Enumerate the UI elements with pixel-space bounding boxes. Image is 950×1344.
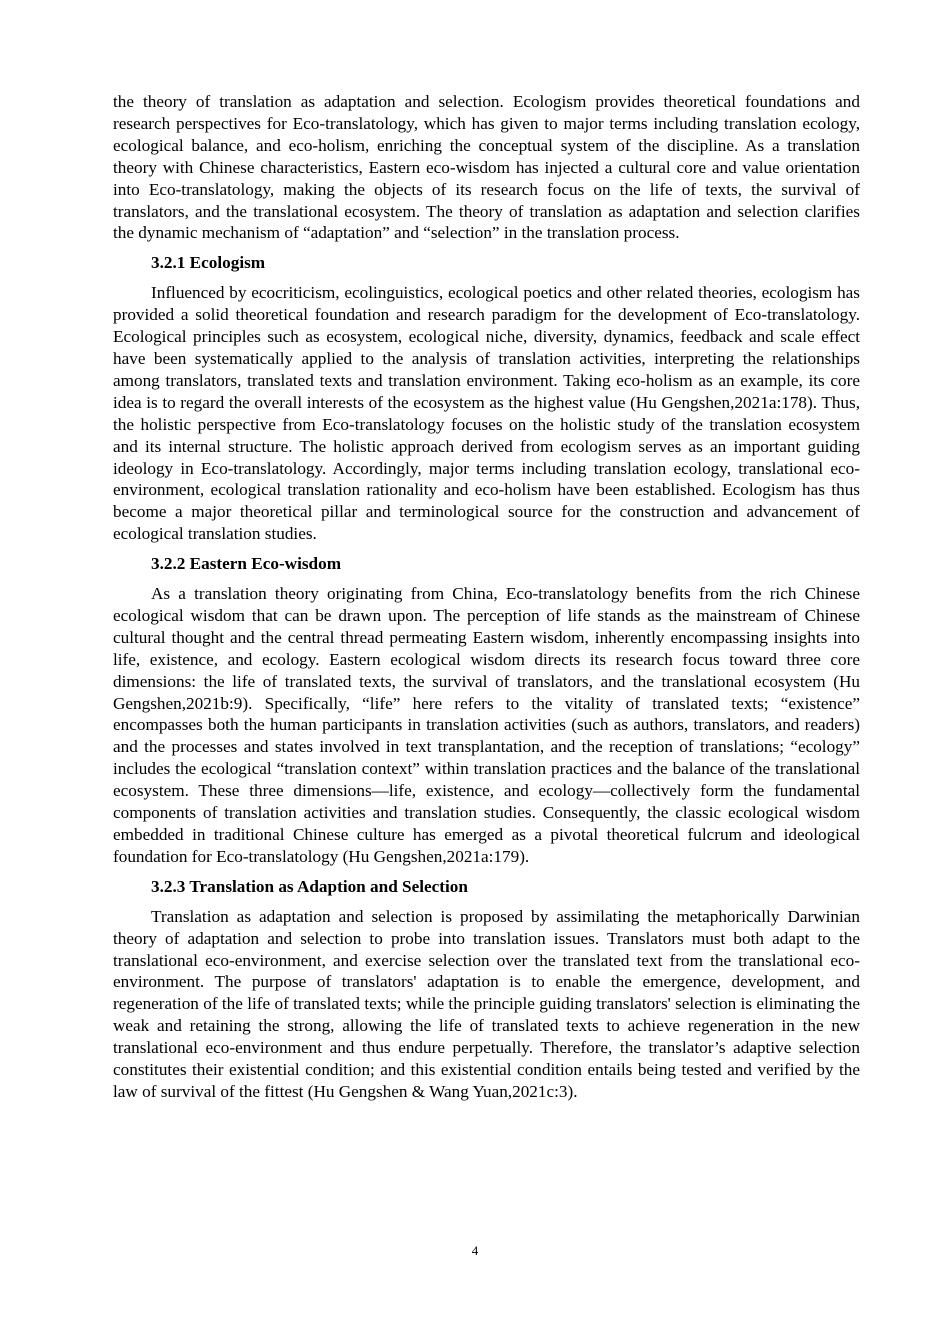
- section-heading-ecologism: 3.2.1 Ecologism: [151, 253, 266, 273]
- section-paragraph-adaptation-selection: Translation as adaptation and selection is proposed by assimilating the metaphorically Darwinian theory of adaptation and selection to probe into translation issues. Translators must both adapt to the translational eco-environment, and exercise selection over the translated text from the translational eco-environment. The purpose of translators' adaptation is to enable the emergence, development, and regeneration of the life of translated texts; while the principle guiding translators' selection is eliminating the weak and retaining the strong, allowing the life of translated texts to achieve regeneration in the new translational eco-environment and thus endure perpetually. Therefore, the translator’s adaptive selection constitutes their existential condition; and this existential condition entails being tested and verified by the law of survival of the fittest (Hu Gengshen & Wang Yuan,2021c:3).: [113, 906, 860, 1101]
- section-3-2-2: [113, 553, 860, 868]
- section-3-2-1: [113, 252, 860, 545]
- section-heading-eastern-eco-wisdom: 3.2.2 Eastern Eco-wisdom: [151, 554, 342, 574]
- section-paragraph-ecologism: Influenced by ecocriticism, ecolinguistics, ecological poetics and other related theories, ecologism has provided a solid theoretical foundation and research paradigm for the development of Eco-translatology. Ecological principles such as ecosystem, ecological niche, diversity, dynamics, feedback and scale effect have been systematically applied to the analysis of translation activities, interpreting the relationships among translators, translated texts and translation environment. Taking eco-holism as an example, its core idea is to regard the overall interests of the ecosystem as the highest value (Hu Gengshen,2021a:178). Thus, the holistic perspective from Eco-translatology focuses on the holistic study of the translation ecosystem and its internal structure. The holistic approach derived from ecologism serves as an important guiding ideology in Eco-translatology. Accordingly, major terms including translation ecology, translational eco-environment, ecological translation rationality and eco-holism have been established. Ecologism has thus become a major theoretical pillar and terminological source for the construction and advancement of ecological translation studies.: [113, 283, 860, 544]
- intro-paragraph: the theory of translation as adaptation and selection. Ecologism provides theoretical foundations and research perspectives for Eco-translatology, which has given to major terms including translation ecology, ecological balance, and eco-holism, enriching the conceptual system of the discipline. As a translation theory with Chinese characteristics, Eastern eco-wisdom has injected a cultural core and value orientation into Eco-translatology, making the objects of its research focus on the life of texts, the survival of translators, and the translational ecosystem. The theory of translation as adaptation and selection clarifies the dynamic mechanism of “adaptation” and “selection” in the translation process.: [113, 92, 860, 243]
- section-heading-adaptation-selection: 3.2.3 Translation as Adaption and Selection: [151, 876, 468, 896]
- document-body: [113, 91, 860, 1111]
- section-paragraph-eastern-eco-wisdom: As a translation theory originating from China, Eco-translatology benefits from the rich Chinese ecological wisdom that can be drawn upon. The perception of life stands as the mainstream of Chinese cultural thought and the central thread permeating Eastern wisdom, inherently encompassing insights into life, existence, and ecology. Eastern ecological wisdom directs its research focus toward three core dimensions: the life of translated texts, the survival of translators, and the translational ecosystem (Hu Gengshen,2021b:9). Specifically, “life” here refers to the vitality of translated texts; “existence” encompasses both the human participants in translation activities (such as authors, translators, and readers) and the processes and states involved in text transplantation, and the reception of translations; “ecology” includes the ecological “translation context” within translation practices and the balance of the translational ecosystem. These three dimensions—life, existence, and ecology—collectively form the fundamental components of translation activities and translation studies. Consequently, the classic ecological wisdom embedded in traditional Chinese culture has emerged as a pivotal theoretical fulcrum and ideological foundation for Eco-translatology (Hu Gengshen,2021a:179).: [113, 584, 860, 866]
- page-number: 4: [471, 1243, 479, 1258]
- section-3-2-3: [113, 876, 860, 1103]
